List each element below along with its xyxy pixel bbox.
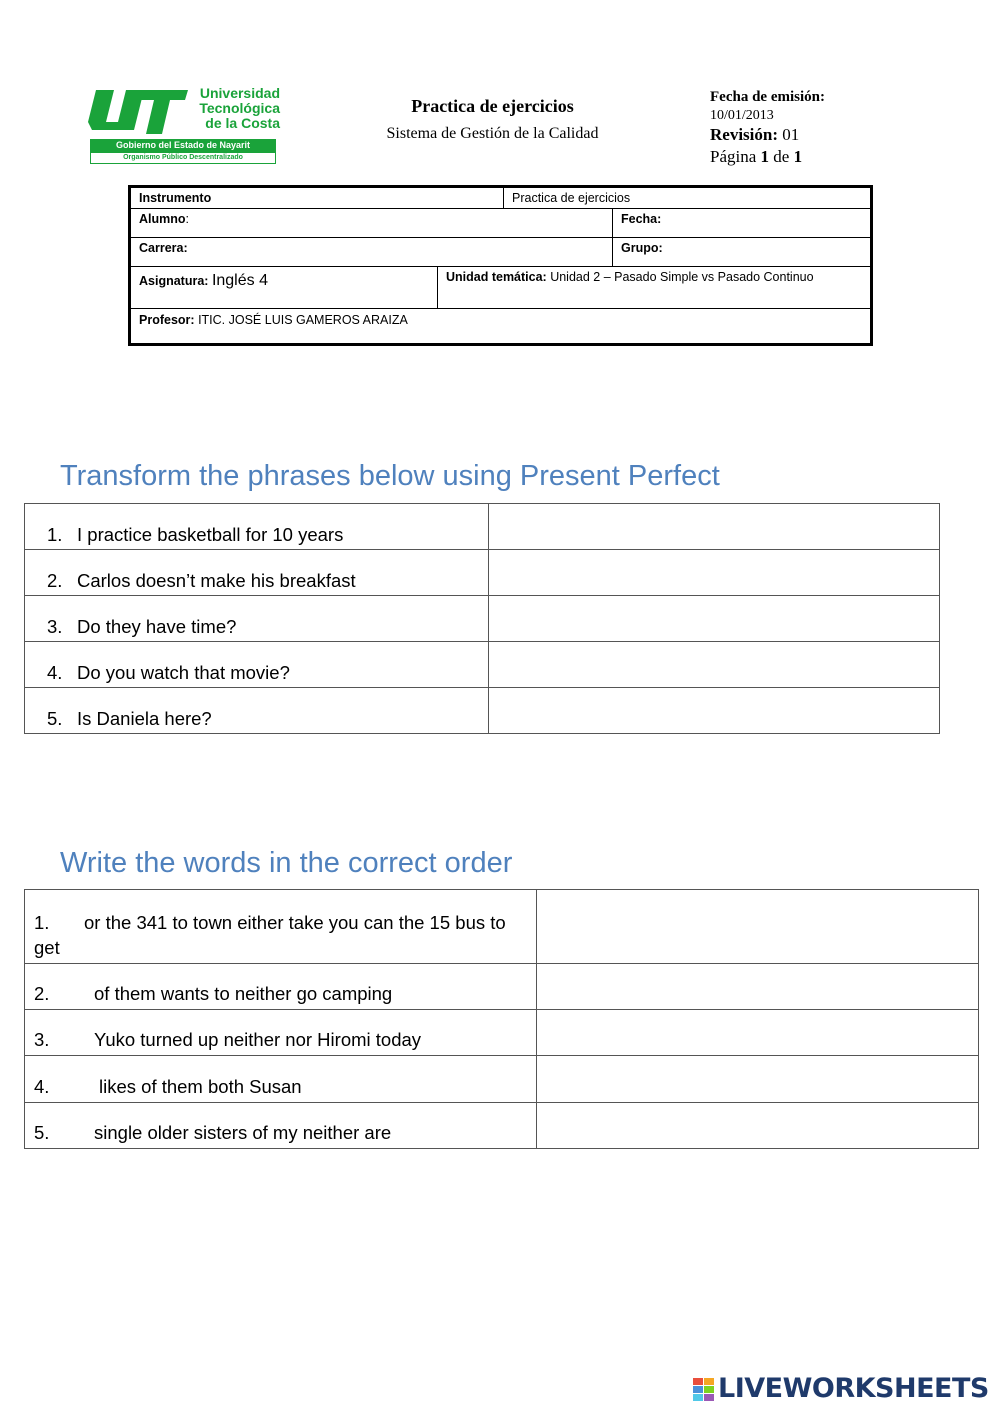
document-metadata [710, 87, 910, 167]
logo-line-3: de la Costa [205, 115, 280, 131]
alumno-colon: : [185, 212, 190, 226]
question-text: or the 341 to town either take you can the 15 bus to get [34, 912, 506, 958]
table-row [25, 504, 940, 550]
answer-cell[interactable] [489, 550, 940, 596]
question-text: of them wants to neither go camping [94, 983, 393, 1004]
question-text: Do they have time? [77, 616, 237, 637]
question-text: Carlos doesn’t make his breakfast [77, 570, 356, 591]
section2-table [24, 889, 979, 1149]
question-number: 1. [47, 524, 63, 545]
unidad-label: Unidad temática: [446, 270, 547, 284]
question-text: Do you watch that movie? [77, 662, 290, 683]
table-row [25, 596, 940, 642]
question-cell [25, 1103, 537, 1149]
answer-cell[interactable] [489, 642, 940, 688]
answer-cell[interactable] [537, 964, 979, 1010]
table-row [25, 1010, 979, 1056]
alumno-label: Alumno [139, 212, 186, 226]
question-text: likes of them both Susan [99, 1076, 302, 1097]
liveworksheets-brand: LIVEWORKSHEETS [718, 1373, 989, 1404]
question-number: 2. [47, 570, 63, 591]
question-cell [25, 964, 537, 1010]
asignatura-label: Asignatura: [139, 274, 209, 288]
university-logo-icon [88, 88, 188, 138]
question-cell [25, 1056, 537, 1103]
question-cell [25, 550, 489, 596]
document-title: Practica de ejercicios [411, 96, 574, 116]
logo-wordmark [190, 86, 280, 131]
profesor-line [139, 313, 408, 327]
alumno-field[interactable] [139, 212, 189, 226]
question-cell [25, 890, 537, 964]
logo-band: Gobierno del Estado de Nayarit [90, 139, 276, 152]
question-number: 1. [34, 912, 50, 933]
section1-title: Transform the phrases below using Present Perfect [60, 460, 720, 492]
question-text: I practice basketball for 10 years [77, 524, 344, 545]
profesor-label: Profesor: [139, 313, 195, 327]
question-number: 5. [47, 708, 63, 729]
instrumento-value: Practica de ejercicios [512, 191, 631, 205]
question-number: 4. [47, 662, 63, 683]
grupo-field[interactable]: Grupo: [621, 241, 663, 255]
answer-cell[interactable] [537, 1056, 979, 1103]
pagina-total: 1 [793, 147, 803, 166]
table-row [25, 642, 940, 688]
table-row [25, 550, 940, 596]
logo-subtitle: Organismo Público Descentralizado [90, 152, 276, 164]
fecha-field[interactable]: Fecha: [621, 212, 662, 226]
pagina-word: Página [710, 147, 757, 166]
table-row [25, 1103, 979, 1149]
answer-cell[interactable] [489, 596, 940, 642]
document-subtitle: Sistema de Gestión de la Calidad [386, 125, 599, 142]
answer-cell[interactable] [537, 890, 979, 964]
asignatura-line [139, 272, 268, 290]
pagina-number: 1 [760, 147, 770, 166]
revision-line [710, 125, 910, 145]
section1-table [24, 503, 940, 734]
answer-cell[interactable] [537, 1103, 979, 1149]
question-cell [25, 1010, 537, 1056]
unidad-line [446, 270, 814, 284]
answer-cell[interactable] [537, 1010, 979, 1056]
logo-line-2: Tecnológica [199, 100, 280, 116]
question-text: Yuko turned up neither nor Hiromi today [94, 1029, 422, 1050]
student-info-box [128, 185, 873, 346]
question-text: Is Daniela here? [77, 708, 212, 729]
answer-cell[interactable] [489, 504, 940, 550]
section2-title: Write the words in the correct order [60, 847, 513, 879]
profesor-value: ITIC. JOSÉ LUIS GAMEROS ARAIZA [198, 313, 408, 327]
revision-label: Revisión: [710, 125, 778, 144]
question-cell [25, 688, 489, 734]
table-row [25, 1056, 979, 1103]
question-number: 2. [34, 983, 50, 1004]
question-cell [25, 596, 489, 642]
liveworksheets-logo-icon [693, 1378, 715, 1402]
answer-cell[interactable] [489, 688, 940, 734]
question-number: 4. [34, 1076, 50, 1097]
table-row [25, 964, 979, 1010]
pagina-de: de [773, 147, 790, 166]
question-cell [25, 504, 489, 550]
question-cell [25, 642, 489, 688]
table-row [25, 890, 979, 964]
logo-line-1: Universidad [199, 85, 280, 101]
fecha-emision-value: 10/01/2013 [710, 108, 774, 123]
table-row [25, 688, 940, 734]
question-text: single older sisters of my neither are [94, 1122, 392, 1143]
revision-value: 01 [782, 125, 800, 144]
question-number: 5. [34, 1122, 50, 1143]
asignatura-value: Inglés 4 [211, 272, 268, 289]
question-number: 3. [34, 1029, 50, 1050]
pagina-line [710, 147, 910, 167]
instrumento-label: Instrumento [139, 191, 212, 205]
fecha-emision-label: Fecha de emisión: [710, 89, 825, 105]
question-number: 3. [47, 616, 63, 637]
unidad-value: Unidad 2 – Pasado Simple vs Pasado Continuo [550, 270, 814, 284]
carrera-field[interactable]: Carrera: [139, 241, 188, 255]
